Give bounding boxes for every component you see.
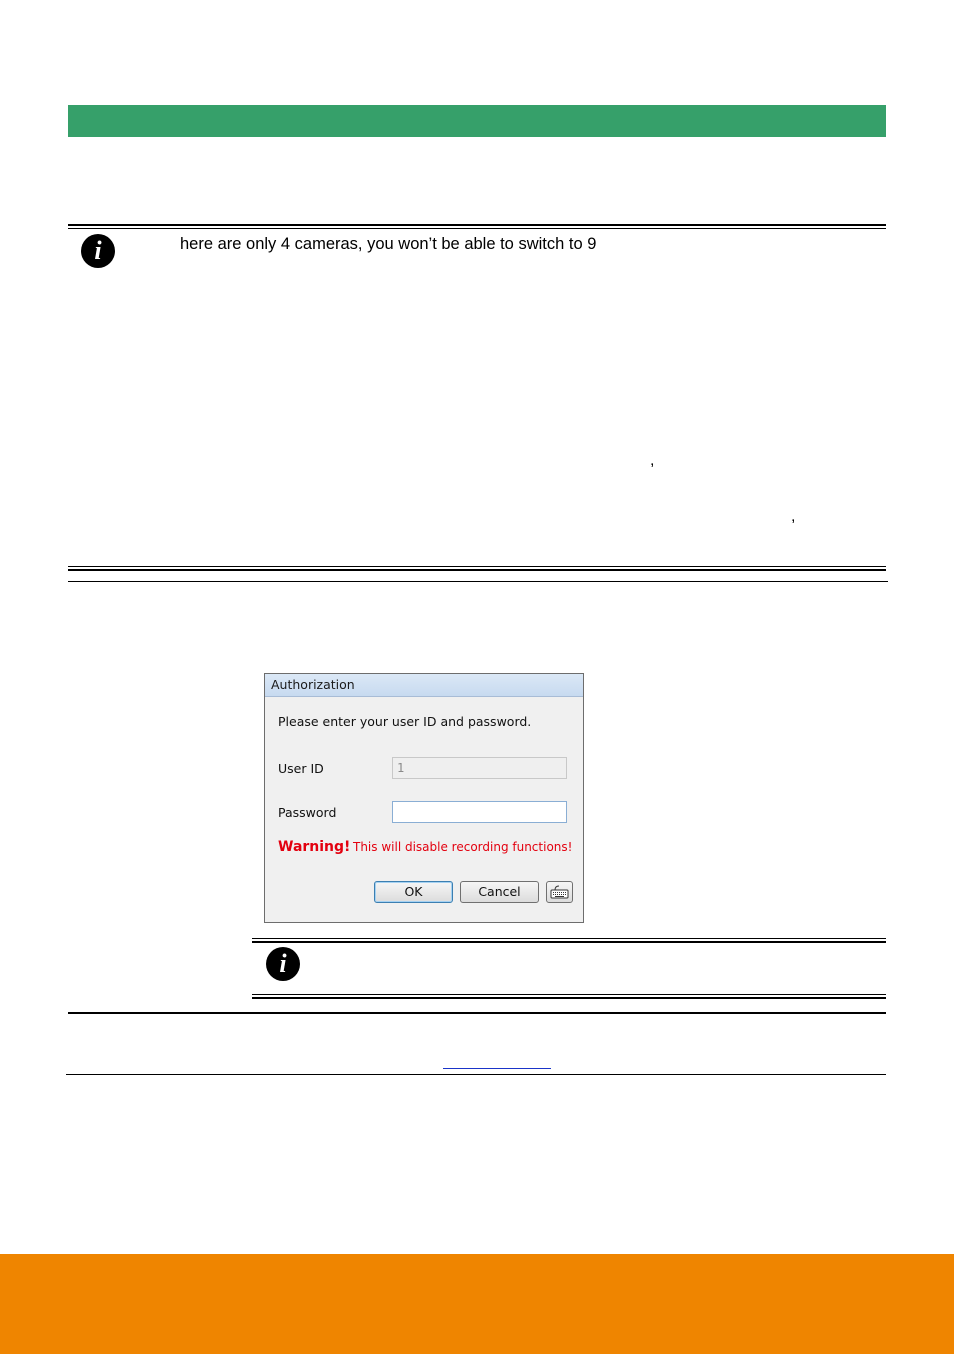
warning-label: Warning! bbox=[278, 839, 351, 855]
user-id-input[interactable]: 1 bbox=[392, 757, 567, 779]
note-comma: , bbox=[650, 452, 655, 469]
note2-bottom-rule bbox=[252, 997, 886, 999]
hyperlink-underline[interactable] bbox=[443, 1068, 551, 1069]
authorization-dialog bbox=[264, 673, 584, 923]
note-bottom-rule-thin bbox=[68, 566, 886, 567]
info-icon: i bbox=[266, 947, 300, 981]
cancel-button[interactable]: Cancel bbox=[460, 881, 539, 903]
dialog-title: Authorization bbox=[265, 674, 583, 697]
password-input[interactable] bbox=[392, 801, 567, 823]
section-header-bar bbox=[68, 105, 886, 137]
table-row-rule bbox=[68, 1012, 886, 1014]
note2-top-rule-thin bbox=[252, 938, 886, 939]
note-text: here are only 4 cameras, you won’t be able to switch to 9 bbox=[180, 235, 597, 253]
note-top-rule-thin bbox=[68, 228, 886, 229]
dialog-prompt: Please enter your user ID and password. bbox=[278, 714, 532, 729]
note-comma: , bbox=[791, 508, 796, 525]
ok-button[interactable]: OK bbox=[374, 881, 453, 903]
note2-top-rule bbox=[252, 941, 886, 943]
warning-message: This will disable recording functions! bbox=[353, 840, 573, 854]
keyboard-icon bbox=[547, 882, 572, 902]
table-bottom-rule bbox=[66, 1074, 886, 1075]
note2-bottom-rule-thin bbox=[252, 994, 886, 995]
table-top-rule bbox=[68, 581, 888, 582]
password-label: Password bbox=[278, 805, 337, 820]
note-top-rule bbox=[68, 224, 886, 226]
info-icon: i bbox=[81, 234, 115, 268]
keyboard-button[interactable] bbox=[546, 881, 573, 903]
footer-bar bbox=[0, 1254, 954, 1354]
user-id-label: User ID bbox=[278, 761, 324, 776]
note-bottom-rule bbox=[68, 569, 886, 571]
